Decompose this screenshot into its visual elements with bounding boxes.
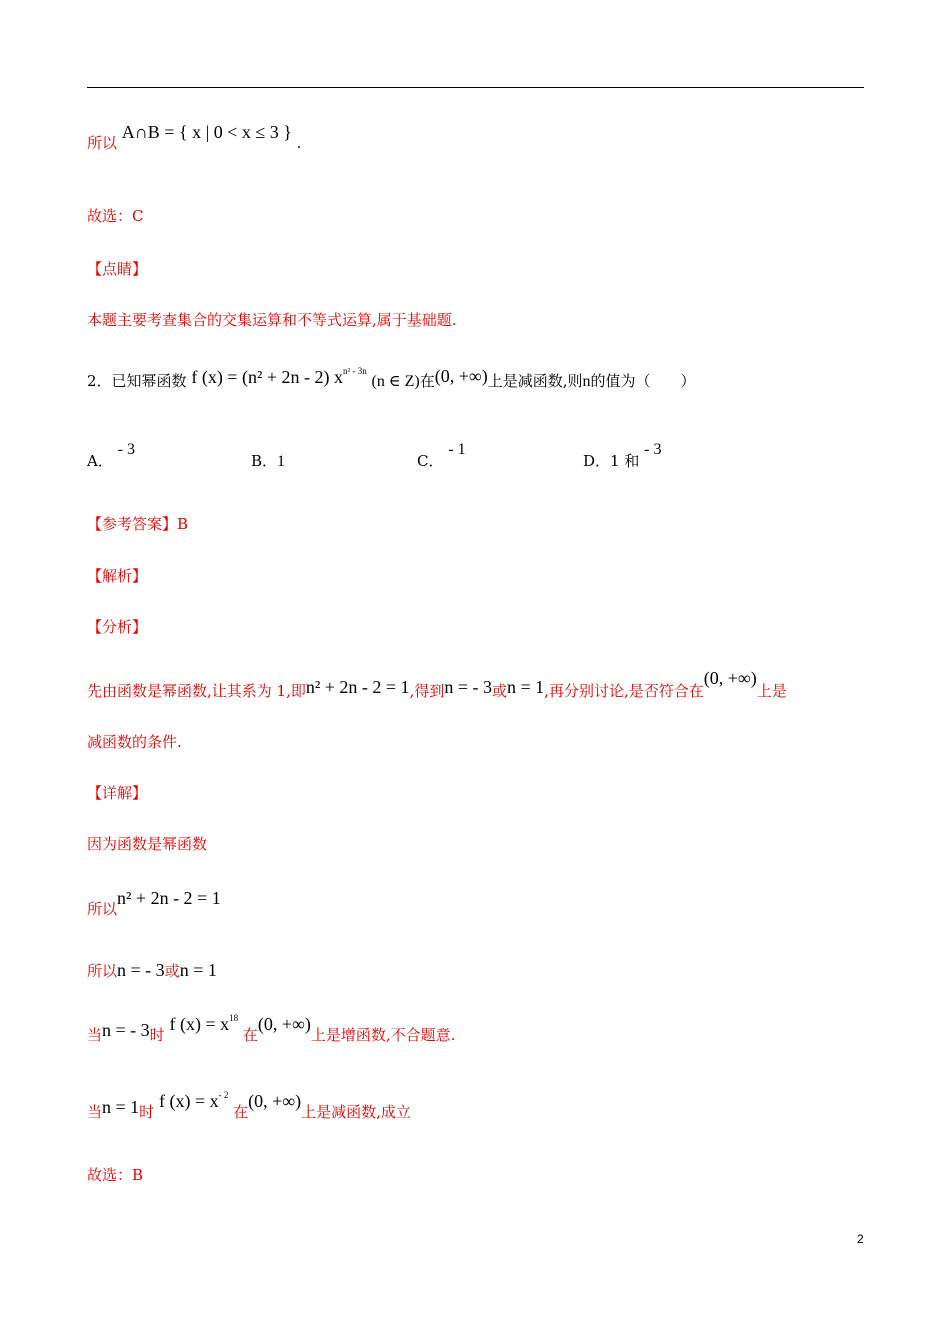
question-2 [87,366,696,393]
question-number: 2．已知幂函数 [87,372,187,390]
text: 上是减函数,成立 [301,1103,411,1121]
header-rule [87,87,864,88]
case-n: n = - 3 [102,1020,150,1040]
equation: n² + 2n - 2 = 1 [305,677,410,697]
text: 在 [419,372,435,390]
text: 先由函数是幂函数,让其系为 1,即 [87,682,306,700]
answer-value: B [177,515,189,533]
intersection-line [87,122,302,153]
option-a-value: - 3 [117,441,135,458]
detail-line-5 [87,1090,411,1124]
option-b-label: B． [251,452,278,470]
text: 上是 [756,682,787,700]
text: 或 [164,962,180,980]
option-c-value: - 1 [448,441,466,458]
option-d [583,441,662,471]
fenxi-heading: 【分析】 [87,618,148,636]
option-b [251,450,285,471]
text: ,得到 [409,682,445,700]
solution-1: n = - 3 [117,960,165,980]
text: 在 [242,1026,258,1044]
dianjing-heading: 【点睛】 [87,260,148,278]
detail-line-4 [87,1013,456,1047]
analysis-line-1 [87,668,787,701]
answer-label: 【参考答案】 [87,515,178,533]
period: . [296,134,302,152]
function-expression: f (x) = x [158,1091,219,1111]
solution-2: n = 1 [179,960,217,980]
function-expression: f (x) = x [169,1014,230,1034]
final-choice-line: 故选：B [87,1166,144,1184]
option-d-value: - 3 [644,441,662,458]
text: 时 [139,1103,155,1121]
detail-line-2 [87,888,221,919]
text: 所以 [87,900,118,918]
interval: (0, +∞) [248,1091,302,1111]
text: 在 [233,1103,249,1121]
option-c [417,441,466,471]
power-function-formula [191,367,366,387]
function-expression: f (x) = (n² + 2n - 2) x [191,367,343,387]
interval: (0, +∞) [434,366,488,386]
detail-line-1: 因为函数是幂函数 [87,835,208,853]
exponent: - 2 [218,1090,229,1100]
analysis-line-2: 减函数的条件. [87,733,182,751]
xiangjie-heading: 【详解】 [87,784,148,802]
text: 所以 [87,134,118,152]
function-formula [159,1091,228,1111]
option-a [87,441,135,471]
text: 上是增函数,不合题意. [310,1026,456,1044]
intersection-formula: A∩B = { x | 0 < x ≤ 3 } [121,122,292,142]
detail-line-3 [87,960,217,981]
function-formula [169,1014,238,1034]
solution-1: n = - 3 [444,677,492,697]
variable-n: n [582,373,591,390]
option-a-label: A． [87,452,113,470]
exponent: n² - 3n [343,366,367,376]
text: 或 [492,682,508,700]
text: 上是减函数,则 [487,372,583,390]
equation: n² + 2n - 2 = 1 [117,888,221,908]
case-n: n = 1 [102,1097,140,1117]
option-c-label: C． [417,452,444,470]
exponent: 18 [229,1013,239,1023]
answer-line [87,514,188,534]
text: 所以 [87,962,118,980]
interval: (0, +∞) [257,1014,311,1034]
condition: (n ∈ Z) [371,373,420,390]
option-b-value: 1 [277,453,286,470]
text: 的值为（ ） [590,372,696,390]
interval: (0, +∞) [703,668,757,688]
text: ,再分别讨论,是否符合在 [544,682,704,700]
jiexi-heading: 【解析】 [87,567,148,585]
page-number: 2 [857,1232,864,1246]
option-d-prefix: 1 和 [610,452,640,470]
choice-line: 故选：C [87,207,144,225]
option-d-label: D． [583,452,611,470]
dianjing-text: 本题主要考查集合的交集运算和不等式运算,属于基础题. [87,311,457,329]
text: 当 [87,1026,103,1044]
solution-2: n = 1 [507,677,545,697]
text: 当 [87,1103,103,1121]
text: 时 [149,1026,165,1044]
